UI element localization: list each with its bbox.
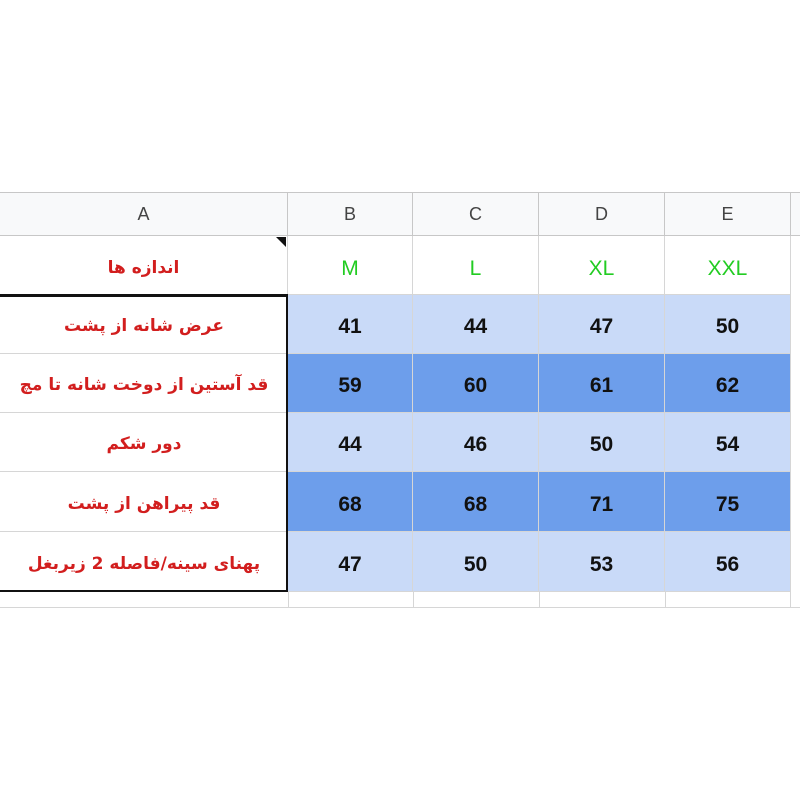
cell-b1-size[interactable]: M	[288, 236, 413, 295]
table-cell[interactable]: 68	[288, 472, 413, 532]
table-cell[interactable]: 59	[288, 354, 413, 413]
grid-line	[790, 592, 791, 608]
grid-line	[539, 592, 540, 608]
column-header-d[interactable]: D	[539, 193, 665, 235]
table-cell[interactable]: 61	[539, 354, 665, 413]
table-cell[interactable]: 44	[413, 295, 539, 354]
table-cell[interactable]: 53	[539, 532, 665, 592]
table-cell[interactable]: 47	[539, 295, 665, 354]
cell-row-label[interactable]: پهنای سینه/فاصله 2 زیربغل	[27, 554, 261, 574]
column-header-a[interactable]: A	[0, 193, 288, 235]
grid-line	[413, 592, 414, 608]
table-cell[interactable]: 44	[288, 413, 413, 472]
cell-c1-size[interactable]: L	[413, 236, 539, 295]
table-cell[interactable]: 71	[539, 472, 665, 532]
table-cell[interactable]: 60	[413, 354, 539, 413]
empty-row[interactable]	[0, 592, 800, 608]
table-cell[interactable]: 75	[665, 472, 791, 532]
table-cell[interactable]: 50	[539, 413, 665, 472]
table-cell[interactable]: 68	[413, 472, 539, 532]
selection-border-top	[0, 294, 288, 296]
cell-row-label[interactable]: قد پیراهن از پشت	[0, 472, 288, 532]
table-cell[interactable]: 47	[288, 532, 413, 592]
table-cell[interactable]: 46	[413, 413, 539, 472]
cell-row-label[interactable]: عرض شانه از پشت	[0, 295, 288, 354]
cell-note-indicator	[276, 237, 286, 247]
column-header-c[interactable]: C	[413, 193, 539, 235]
table-cell[interactable]: 62	[665, 354, 791, 413]
column-header-bar	[0, 192, 800, 236]
spreadsheet-grid	[0, 192, 800, 608]
grid-line	[665, 592, 666, 608]
table-cell[interactable]: 41	[288, 295, 413, 354]
table-cell[interactable]: 56	[665, 532, 791, 592]
table-cell[interactable]: 50	[413, 532, 539, 592]
grid-line	[288, 592, 289, 608]
cell-row-label[interactable]: قد آستین از دوخت شانه تا مچ	[0, 354, 288, 413]
cell-e1-size[interactable]: XXL	[665, 236, 791, 295]
column-header-e[interactable]: E	[665, 193, 791, 235]
cell-a1-sizes-label[interactable]: اندازه ها	[0, 236, 288, 295]
cell-d1-size[interactable]: XL	[539, 236, 665, 295]
cell-row-label[interactable]: دور شکم	[0, 413, 288, 472]
table-cell[interactable]: 50	[665, 295, 791, 354]
column-header-b[interactable]: B	[288, 193, 413, 235]
table-cell[interactable]: 54	[665, 413, 791, 472]
